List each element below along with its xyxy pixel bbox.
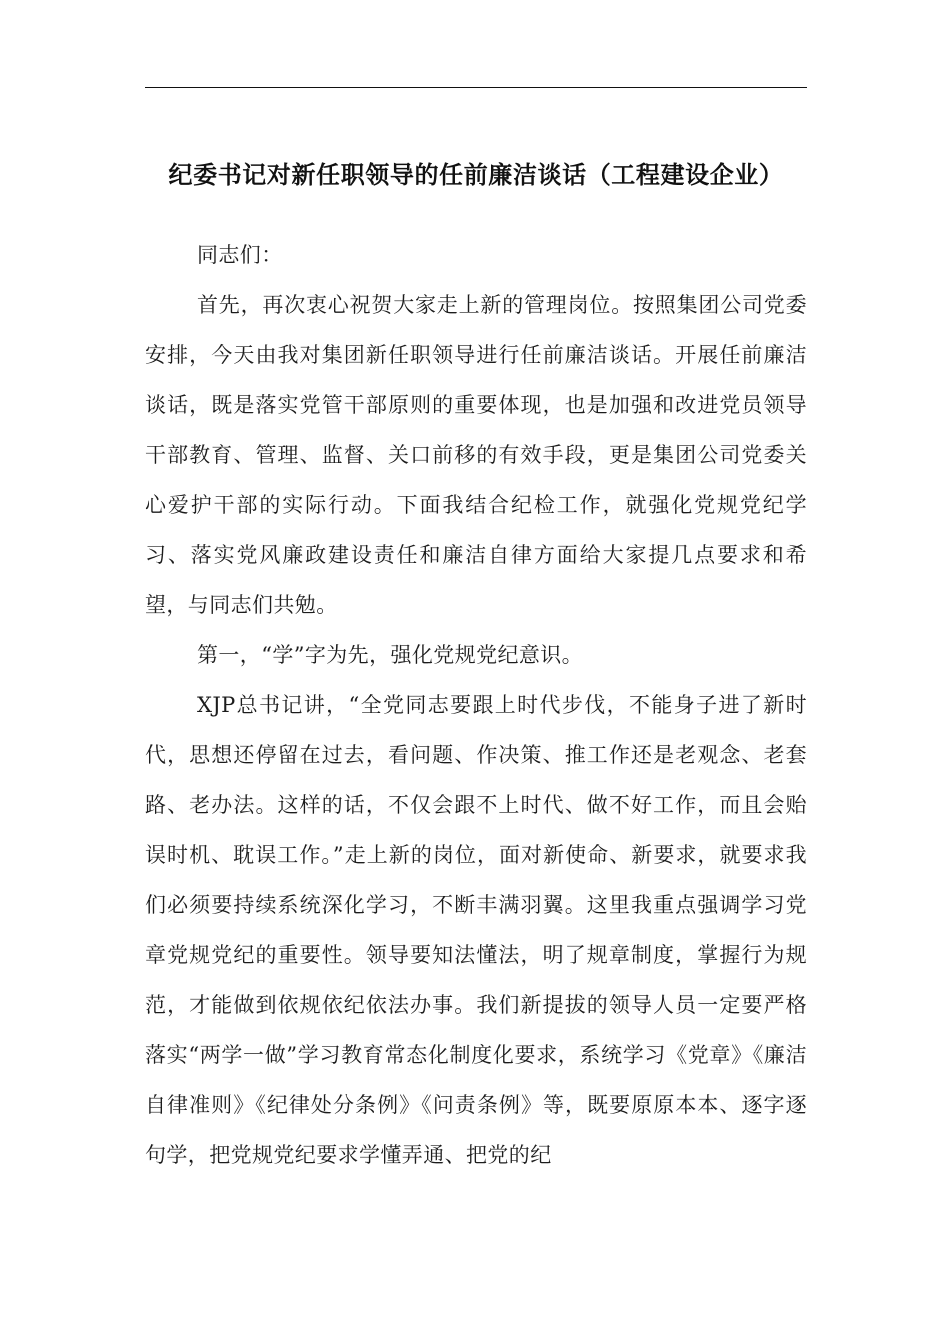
salutation-paragraph: 同志们：: [197, 243, 283, 267]
document-body: [145, 230, 807, 1180]
document-title: 纪委书记对新任职领导的任前廉洁谈话（工程建设企业）: [168, 161, 784, 189]
opening-paragraph: 首先，再次衷心祝贺大家走上新的管理岗位。按照集团公司党委安排，今天由我对集团新任职领导进行任前廉洁谈话。开展任前廉洁谈话，既是落实党管干部原则的重要体现，也是加强和改进党员领导干部教育、管理、监督、关口前移的有效手段，更是集团公司党委关心爱护干部的实际行动。下面我结合纪检工作，就强化党规党纪学习、落实党风廉政建设责任和廉洁自律方面给大家提几点要求和希望，与同志们共勉。: [145, 293, 807, 617]
body-paragraph: XJP总书记讲，“全党同志要跟上时代步伐，不能身子进了新时代，思想还停留在过去，看问题、作决策、推工作还是老观念、老套路、老办法。这样的话，不仅会跟不上时代、做不好工作，而且会贻误时机、耽误工作。”走上新的岗位，面对新使命、新要求，就要求我们必须要持续系统深化学习，不断丰满羽翼。这里我重点强调学习党章党规党纪的重要性。领导要知法懂法，明了规章制度，掌握行为规范，才能做到依规依纪依法办事。我们新提拔的领导人员一定要严格落实“两学一做”学习教育常态化制度化要求，系统学习《党章》《廉洁自律准则》《纪律处分条例》《问责条例》等，既要原原本本、逐字逐句学，把党规党纪要求学懂弄通、把党的纪: [145, 693, 807, 1167]
header-rule: [145, 87, 807, 88]
section-heading-first: 第一，“学”字为先，强化党规党纪意识。: [197, 643, 584, 667]
